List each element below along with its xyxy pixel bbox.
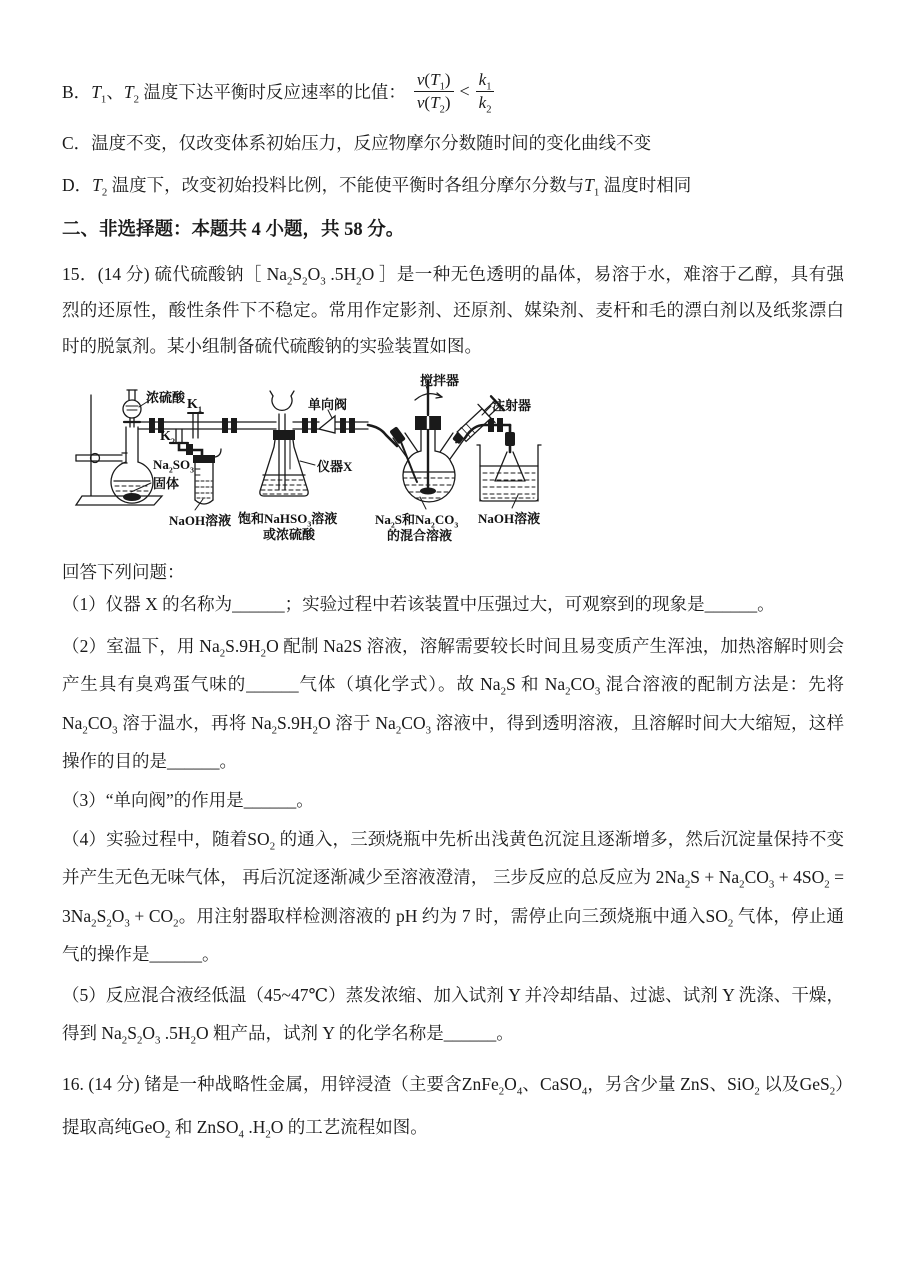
- label-syringe: 注射器: [492, 397, 532, 413]
- label-naoh-left: NaOH溶液: [169, 512, 232, 528]
- label-instrument-x: 仪器X: [317, 458, 353, 474]
- fraction-left: [414, 69, 454, 113]
- q15-part2: （2）室温下，用 $Na_2S.9H_2O$ 配制 Na2S 溶液，溶解需要较长时间且易变质产生浑浊，加热溶解时则会产生具有臭鸡蛋气味的______气体（填化学式）。故 $Na_2S$ 和 $Na_2CO_3$ 混合溶液的配制方法是：先将$Na_2CO_3$ 溶于温水，再将 $Na_2S.9H_2O$ 溶于 $Na_2CO_3$ 溶液中，得到透明溶液，且溶解时间大大缩短，这样操作的目的是______。: [62, 635, 845, 772]
- gas-washing-tube: [193, 449, 221, 504]
- label-valve-k2: $K_2$: [160, 428, 176, 446]
- relation-sign: <: [459, 80, 470, 101]
- q15-part1: （1）仪器 X 的名称为______；实验过程中若该装置中压强过大，可观察到的现象是______。: [62, 594, 775, 615]
- q15-part5: （5）反应混合液经低温（45~47℃）蒸发浓缩、加入试剂 Y 并冷却结晶、过滤、试剂 Y 洗涤、干燥， 得到 $Na_2S_2O_3$ $.5H_2O$ 粗产品，试剂 Y 的化学名称是______。: [62, 984, 844, 1047]
- label-sat-nahso3-2: 或浓硫酸: [263, 526, 316, 542]
- option-b-formula: [414, 69, 495, 113]
- label-valve-k1: $K_1$: [187, 396, 203, 414]
- fraction-left-denominator: $v(T_2)$: [414, 91, 454, 113]
- fraction-right: [476, 69, 495, 113]
- option-b: [62, 60, 844, 122]
- iron-stand: [76, 395, 162, 505]
- q15-part3: （3）“单向阀”的作用是______。: [62, 789, 314, 810]
- beaker-right: [477, 445, 541, 501]
- apparatus-diagram: [74, 369, 566, 553]
- option-b-text: $T_1$、$T_2$ 温度下达平衡时反应速率的比值：: [91, 81, 406, 105]
- fraction-left-numerator: $v(T_1)$: [416, 70, 451, 93]
- option-b-label: B．: [62, 81, 92, 102]
- option-d: D．$T_2$ 温度下，改变初始投料比例，不能使平衡时各组分摩尔分数与$T_1$ 温度时相同: [62, 175, 692, 199]
- label-na2so3-solid-1: $Na_2SO_3$: [153, 456, 195, 475]
- fraction-right-denominator: $k_2$: [476, 91, 495, 113]
- one-way-valve-graphic: [319, 416, 335, 433]
- erlenmeyer-flask: [260, 391, 308, 496]
- label-na2so3-solid-2: 固体: [153, 475, 180, 491]
- label-naoh-right: NaOH溶液: [478, 510, 541, 526]
- label-conc-h2so4: 浓硫酸: [146, 389, 186, 405]
- label-stirrer: 搅拌器: [420, 372, 460, 388]
- q16-intro: 16. (14 分) 锗是一种战略性金属，用锌浸渣（主要含$ZnFe_2O_4$、CaSO$_4$，另含少量 ZnS、SiO$_2$ 以及GeS$_2$）提取高纯GeO$_2$ 和 ZnSO$_4$ $.H_2O$ 的工艺流程如图。: [62, 1073, 845, 1141]
- section-header: 二、非选择题：本题共 4 小题，共 58 分。: [62, 219, 405, 240]
- option-c: C．温度不变，仅改变体系初始压力，反应物摩尔分数随时间的变化曲线不变: [62, 133, 652, 153]
- label-mixture-2: 的混合溶液: [387, 527, 453, 543]
- q15-prompt: 回答下列问题：: [62, 561, 185, 582]
- label-sat-nahso3-1: 饱和NaHSO$_3$溶液: [238, 510, 338, 529]
- label-one-way-valve: 单向阀: [308, 396, 348, 412]
- q15-part4: （4）实验过程中，随着$SO_2$ 的通入，三颈烧瓶中先析出浅黄色沉淀且逐渐增多，然后沉淀量保持不变并产生无色无味气体， 再后沉淀逐渐减少至溶液澄清， 三步反应的总反应为 $2Na_2S + Na_2CO_3 + 4SO_2 = 3Na_2S_2O_3 + CO_2$。用注射器取样检测溶液的 pH 约为 7 时，需停止向三颈烧瓶中通入$SO_2$ 气体，停止通气的操作是______。: [62, 828, 845, 965]
- valve-k1: [188, 413, 203, 438]
- label-mixture-1: $Na_2S$和$Na_2CO_3$: [375, 511, 459, 530]
- stirrer-graphic: [415, 381, 442, 495]
- fraction-right-numerator: $k_1$: [478, 70, 492, 93]
- q15-intro: 15．(14 分) 硫代硫酸钠［ $Na_2S_2O_3$ $.5H_2O$ ］是一种无色透明的晶体，易溶于水，难溶于乙醇，具有强烈的还原性，酸性条件下不稳定。常用作定影剂、还原剂、媒染剂、麦杆和毛的漂白剂以及纸浆漂白时的脱氯剂。某小组制备硫代硫酸钠的实验装置如图。: [62, 264, 845, 357]
